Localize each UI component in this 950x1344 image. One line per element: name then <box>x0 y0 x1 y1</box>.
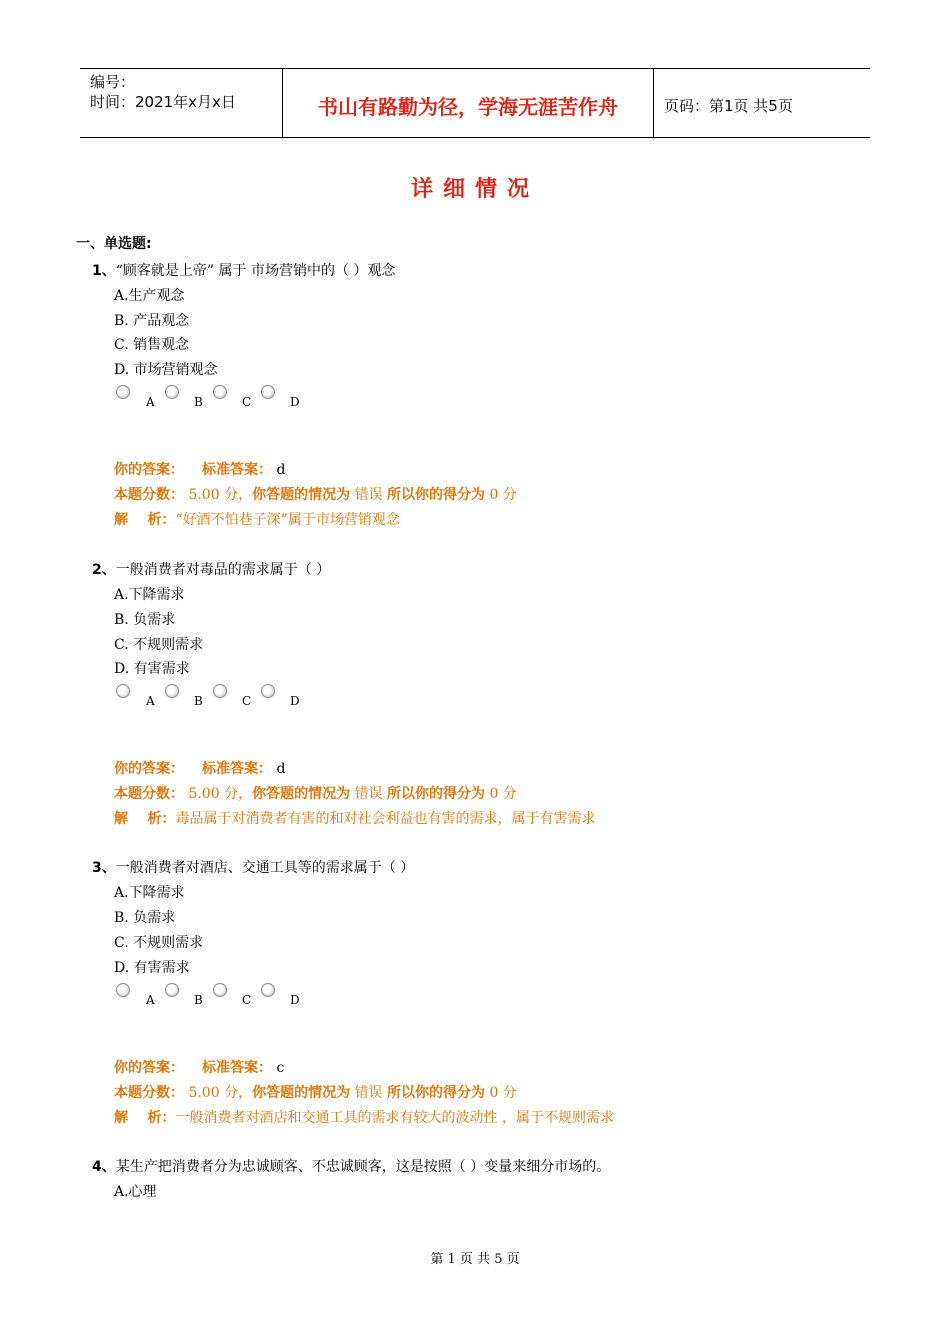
your-answer-label: 你的答案： <box>114 761 184 777</box>
option-c: C. 不规则需求 <box>114 935 204 951</box>
question-4 <box>92 1156 610 1176</box>
analysis-text: “好酒不怕巷子深”属于市场营销观念 <box>175 512 400 528</box>
question-text: 一般消费者对毒品的需求属于（ ） <box>115 562 331 578</box>
situation-label: 你答题的情况为 <box>252 786 351 802</box>
time-label: 时间：2021年x月x日 <box>90 93 236 111</box>
got-label: 所以你的得分为 <box>386 487 485 503</box>
situation-label: 你答题的情况为 <box>252 487 351 503</box>
score-value: 5.00 分， <box>188 1085 253 1101</box>
result-value: 错误 <box>354 786 383 802</box>
section-heading: 一、单选题: <box>76 236 152 252</box>
radio-label-a: A <box>146 694 155 708</box>
radio-c[interactable] <box>213 983 227 997</box>
radio-b[interactable] <box>165 684 179 698</box>
radio-c[interactable] <box>213 385 227 399</box>
radio-label-c: C <box>242 395 252 409</box>
radio-label-c: C <box>242 993 252 1007</box>
analysis-label: 解 析： <box>114 512 176 528</box>
radio-d[interactable] <box>261 983 275 997</box>
radio-d[interactable] <box>261 385 275 399</box>
question-number: 2、 <box>92 562 116 578</box>
answer-line <box>114 459 285 479</box>
standard-answer-value: d <box>276 761 286 777</box>
motto: 书山有路勤为径，学海无涯苦作舟 <box>318 95 618 119</box>
page-title: 详细情况 <box>410 177 539 202</box>
score-label: 本题分数： <box>114 487 184 503</box>
your-answer-label: 你的答案： <box>114 462 184 478</box>
radio-label-b: B <box>194 694 203 708</box>
option-b: B. 负需求 <box>114 612 176 628</box>
answer-line <box>114 1057 284 1077</box>
option-d: D. 有害需求 <box>114 661 190 677</box>
question-number: 3、 <box>92 860 116 876</box>
radio-a[interactable] <box>116 385 130 399</box>
your-answer-label: 你的答案： <box>114 1060 184 1076</box>
got-value: 0 分 <box>489 487 517 503</box>
radio-label-d: D <box>290 395 300 409</box>
analysis-line <box>114 509 400 529</box>
radio-label-d: D <box>290 694 300 708</box>
result-value: 错误 <box>354 487 383 503</box>
got-value: 0 分 <box>489 786 517 802</box>
radio-label-d: D <box>290 993 300 1007</box>
option-c: C. 销售观念 <box>114 337 190 353</box>
answer-radio-group <box>116 385 316 407</box>
score-label: 本题分数： <box>114 786 184 802</box>
result-value: 错误 <box>354 1085 383 1101</box>
option-a: A.心理 <box>114 1184 157 1200</box>
header-info-cell <box>80 69 283 137</box>
radio-b[interactable] <box>165 385 179 399</box>
option-a: A.生产观念 <box>114 288 185 304</box>
got-value: 0 分 <box>489 1085 517 1101</box>
answer-line <box>114 758 285 778</box>
radio-label-c: C <box>242 694 252 708</box>
radio-a[interactable] <box>116 684 130 698</box>
option-b: B. 负需求 <box>114 910 176 926</box>
score-line <box>114 783 517 803</box>
radio-a[interactable] <box>116 983 130 997</box>
option-c: C. 不规则需求 <box>114 637 204 653</box>
header-motto-cell <box>283 69 654 137</box>
score-label: 本题分数： <box>114 1085 184 1101</box>
number-label: 编号： <box>90 73 136 91</box>
option-a: A.下降需求 <box>114 587 185 603</box>
answer-radio-group <box>116 684 316 706</box>
radio-c[interactable] <box>213 684 227 698</box>
question-number: 1、 <box>92 263 116 279</box>
question-3 <box>92 857 414 877</box>
analysis-label: 解 析： <box>114 811 176 827</box>
option-b: B. 产品观念 <box>114 313 190 329</box>
score-line <box>114 484 517 504</box>
option-d: D. 有害需求 <box>114 960 190 976</box>
analysis-line <box>114 808 596 828</box>
header-page-cell <box>654 69 870 137</box>
radio-b[interactable] <box>165 983 179 997</box>
got-label: 所以你的得分为 <box>386 1085 485 1101</box>
radio-label-b: B <box>194 993 203 1007</box>
radio-d[interactable] <box>261 684 275 698</box>
score-value: 5.00 分， <box>188 786 253 802</box>
question-2 <box>92 559 330 579</box>
analysis-text: 一般消费者对酒店和交通工具的需求有较大的波动性 ，属于不规则需求 <box>175 1110 614 1126</box>
question-text: 某生产把消费者分为忠诚顾客、不忠诚顾客，这是按照（ ）变量来细分市场的。 <box>115 1159 611 1175</box>
standard-answer-label: 标准答案： <box>202 1060 272 1076</box>
header-table <box>80 68 870 138</box>
question-text: 一般消费者对酒店、交通工具等的需求属于（ ） <box>115 860 415 876</box>
score-line <box>114 1082 517 1102</box>
option-a: A.下降需求 <box>114 885 185 901</box>
analysis-text: 毒品属于对消费者有害的和对社会利益也有害的需求，属于有害需求 <box>175 811 596 827</box>
got-label: 所以你的得分为 <box>386 786 485 802</box>
standard-answer-value: c <box>276 1060 285 1076</box>
analysis-line <box>114 1107 614 1127</box>
standard-answer-value: d <box>276 462 286 478</box>
radio-label-a: A <box>146 993 155 1007</box>
radio-label-a: A <box>146 395 155 409</box>
answer-radio-group <box>116 983 316 1005</box>
analysis-label: 解 析： <box>114 1110 176 1126</box>
radio-label-b: B <box>194 395 203 409</box>
standard-answer-label: 标准答案： <box>202 462 272 478</box>
question-text: “顾客就是上帝” 属于 市场营销中的（ ）观念 <box>115 263 396 279</box>
situation-label: 你答题的情况为 <box>252 1085 351 1101</box>
score-value: 5.00 分， <box>188 487 253 503</box>
option-d: D. 市场营销观念 <box>114 362 218 378</box>
question-number: 4、 <box>92 1159 116 1175</box>
standard-answer-label: 标准答案： <box>202 761 272 777</box>
page-label: 页码：第1页 共5页 <box>664 97 793 115</box>
question-1 <box>92 260 395 280</box>
page-footer: 第 1 页 共 5 页 <box>430 1252 520 1267</box>
